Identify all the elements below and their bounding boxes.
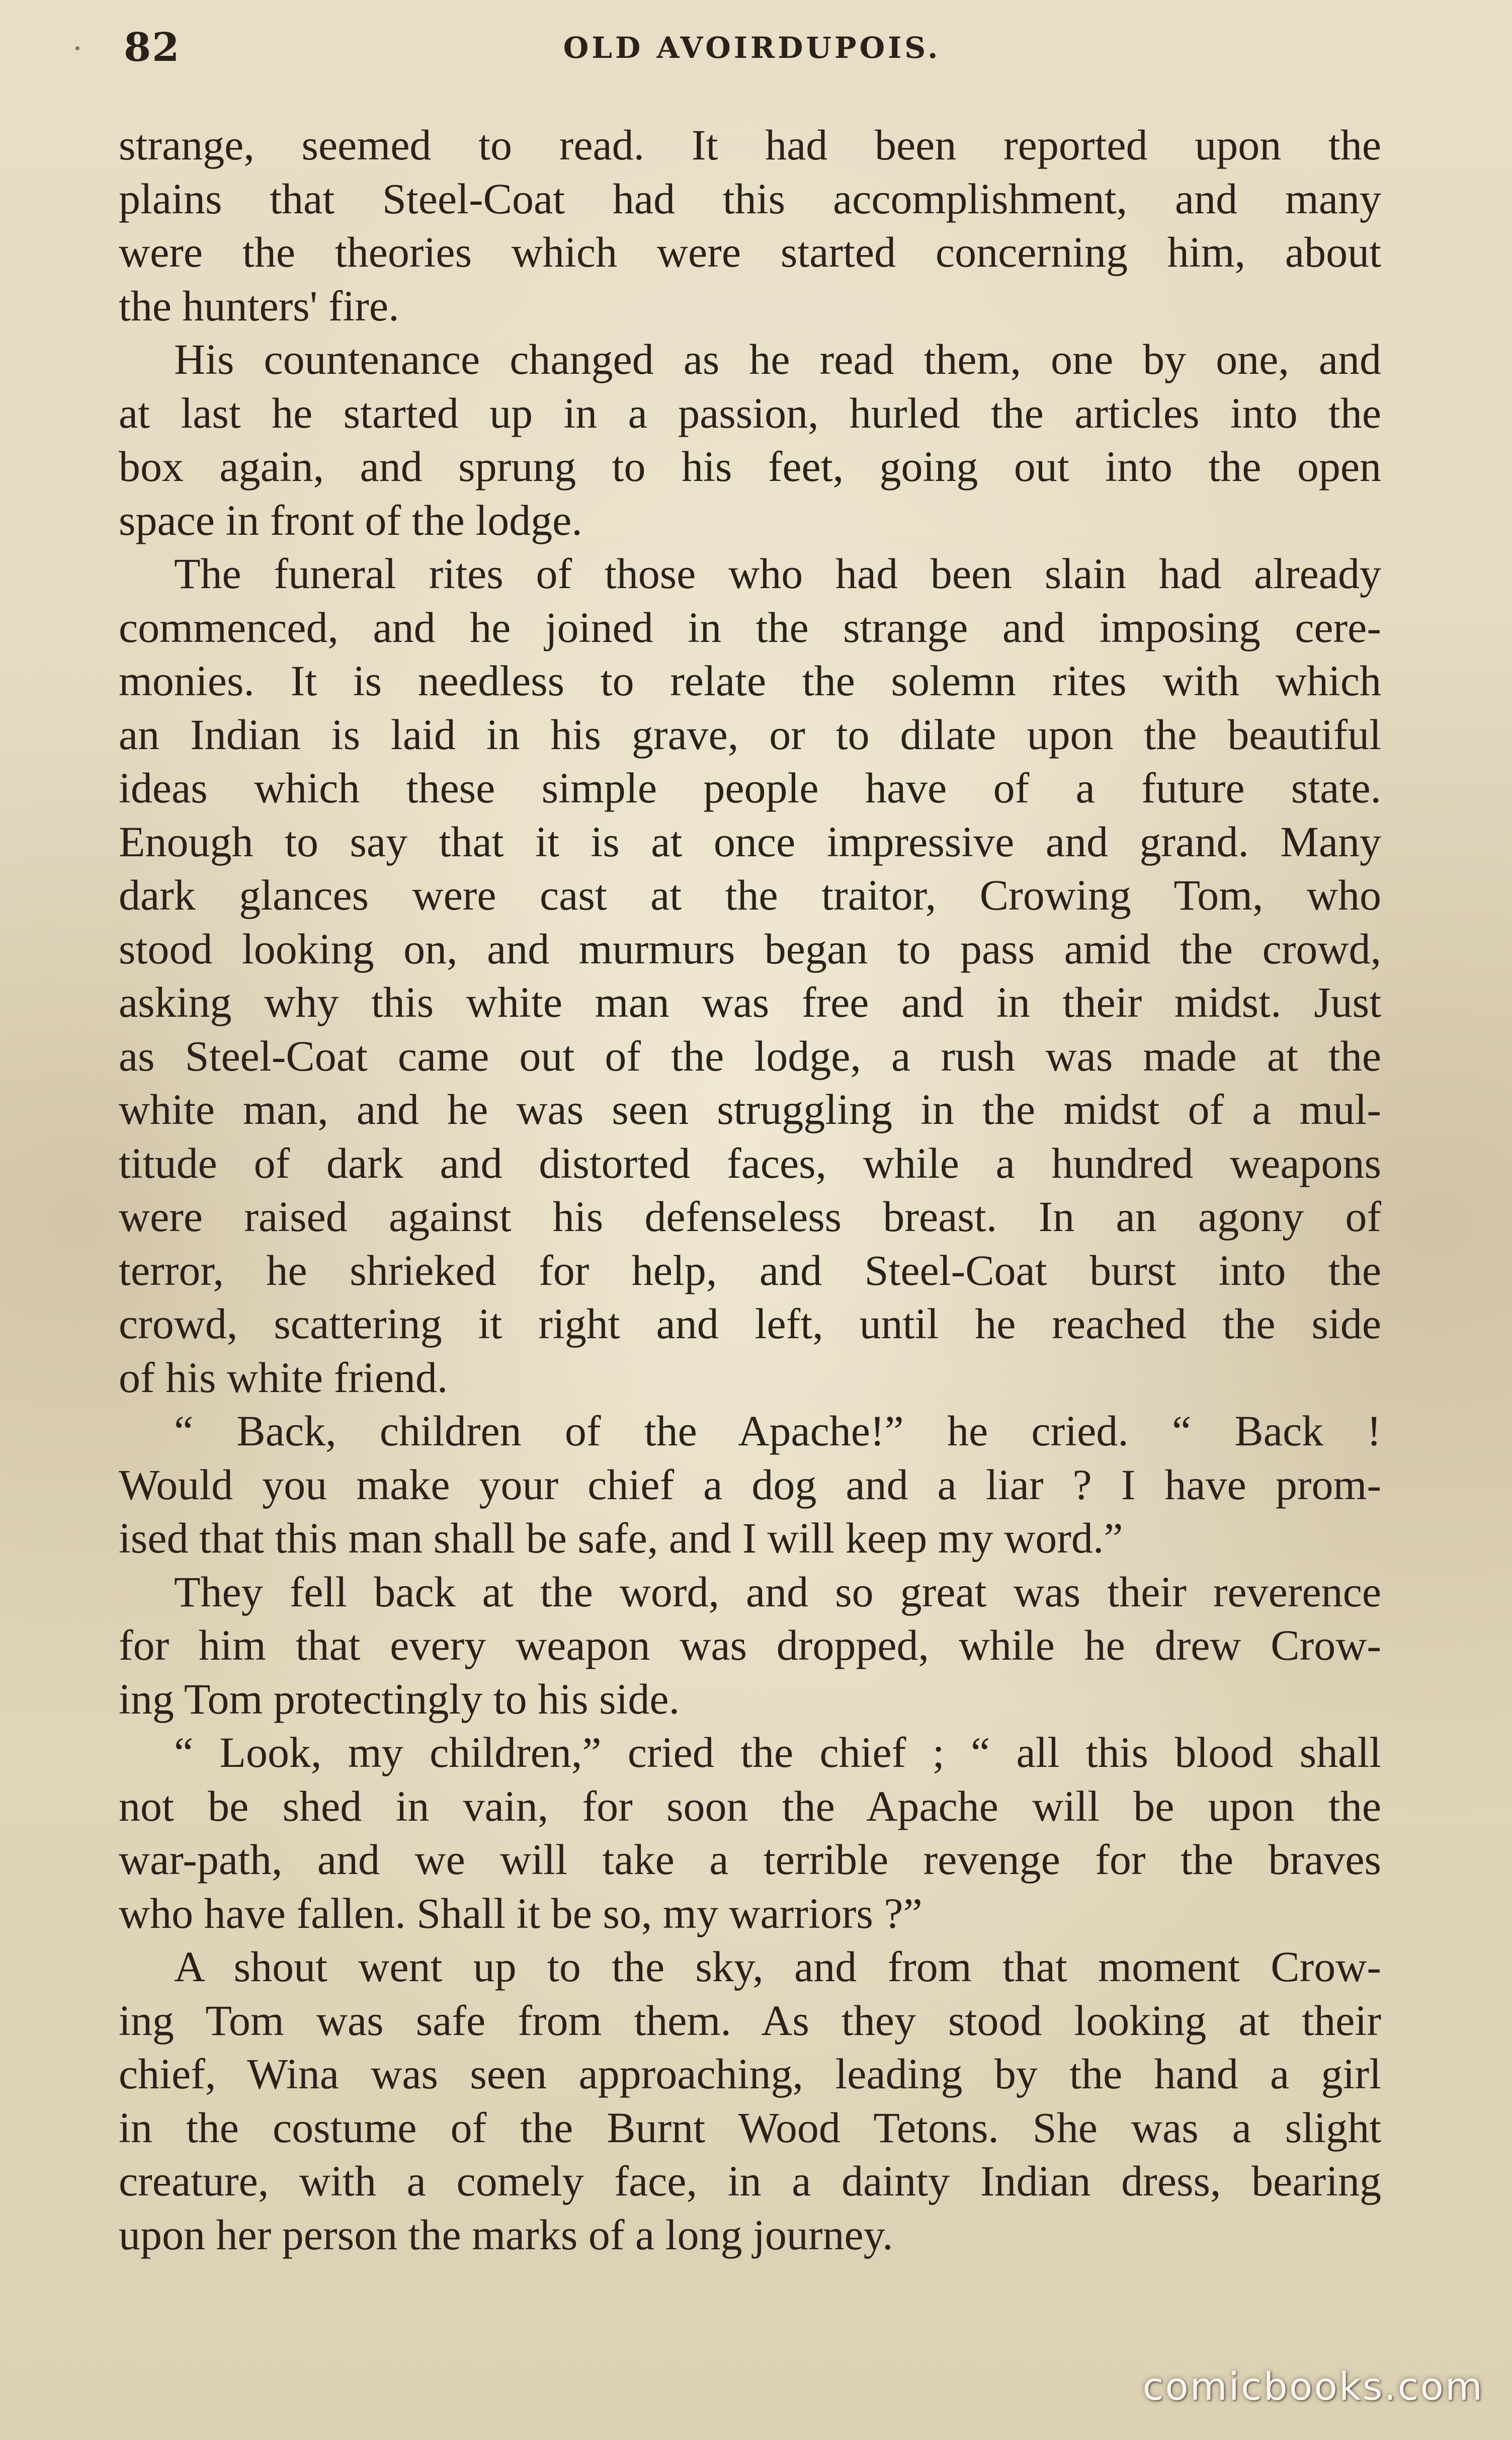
text-line: were the theories which were started concerning him, about [119, 228, 1381, 276]
text-line: Enough to say that it is at once impressive and grand. Many [119, 817, 1381, 866]
text-line: for him that every weapon was dropped, while he drew Crow- [119, 1621, 1381, 1669]
text-line: space in front of the lodge. [119, 496, 582, 544]
margin-mark [75, 46, 79, 50]
text-line: war-path, and we will take a terrible revenge for the braves [119, 1835, 1381, 1884]
text-line: Would you make your chief a dog and a liar ? I have prom- [119, 1460, 1381, 1509]
text-line: His countenance changed as he read them, one by one, and [174, 335, 1381, 383]
text-line: were raised against his defenseless breast. In an agony of [119, 1192, 1381, 1241]
text-line: chief, Wina was seen approaching, leading by the hand a girl [119, 2050, 1381, 2098]
text-line: an Indian is laid in his grave, or to dilate upon the beautiful [119, 710, 1381, 759]
text-line: “ Look, my children,” cried the chief ; “ all this blood shall [174, 1728, 1381, 1776]
text-line: not be shed in vain, for soon the Apache will be upon the [119, 1781, 1381, 1830]
text-line: monies. It is needless to relate the solemn rites with which [119, 657, 1381, 705]
text-line: They fell back at the word, and so great was their reverence [174, 1567, 1381, 1616]
text-line: titude of dark and distorted faces, while a hundred weapons [119, 1138, 1381, 1187]
text-line: box again, and sprung to his feet, going out into the open [119, 442, 1381, 491]
text-line: as Steel-Coat came out of the lodge, a rush was made at the [119, 1031, 1381, 1080]
watermark-text: comicbooks.com [1142, 2364, 1484, 2409]
text-line: A shout went up to the sky, and from that moment Crow- [174, 1942, 1381, 1991]
text-line: “ Back, children of the Apache!” he cried. “ Back ! [174, 1407, 1381, 1455]
text-line: of his white friend. [119, 1353, 448, 1402]
text-line: ideas which these simple people have of a future state. [119, 764, 1381, 812]
text-line: the hunters' fire. [119, 281, 399, 330]
text-line: ing Tom was safe from them. As they stood looking at their [119, 1996, 1381, 2045]
text-line: ised that this man shall be safe, and I will keep my word.” [119, 1514, 1123, 1562]
text-line: crowd, scattering it right and left, until he reached the side [119, 1299, 1381, 1348]
text-line: asking why this white man was free and in their midst. Just [119, 978, 1381, 1026]
text-line: dark glances were cast at the traitor, Crowing Tom, who [119, 871, 1381, 919]
page-number: 82 [124, 25, 181, 70]
text-line: at last he started up in a passion, hurled the articles into the [119, 388, 1381, 437]
text-line: upon her person the marks of a long journey. [119, 2210, 893, 2259]
text-line: in the costume of the Burnt Wood Tetons. She was a slight [119, 2103, 1381, 2152]
text-line: who have fallen. Shall it be so, my warriors ?” [119, 1889, 922, 1937]
text-line: white man, and he was seen struggling in the midst of a mul- [119, 1085, 1381, 1133]
text-line: stood looking on, and murmurs began to pass amid the crowd, [119, 924, 1381, 973]
text-line: plains that Steel-Coat had this accomplishment, and many [119, 174, 1381, 223]
text-line: creature, with a comely face, in a dainty Indian dress, bearing [119, 2157, 1381, 2205]
page-header [124, 20, 1380, 75]
body-text [119, 118, 1381, 2282]
text-line: terror, he shrieked for help, and Steel-Coat burst into the [119, 1246, 1381, 1294]
text-line: commenced, and he joined in the strange and imposing cere- [119, 603, 1381, 652]
text-line: ing Tom protectingly to his side. [119, 1674, 680, 1723]
running-head: OLD AVOIRDUPOIS. [563, 31, 941, 65]
text-line: The funeral rites of those who had been slain had already [174, 549, 1381, 598]
text-line: strange, seemed to read. It had been reported upon the [119, 121, 1381, 169]
